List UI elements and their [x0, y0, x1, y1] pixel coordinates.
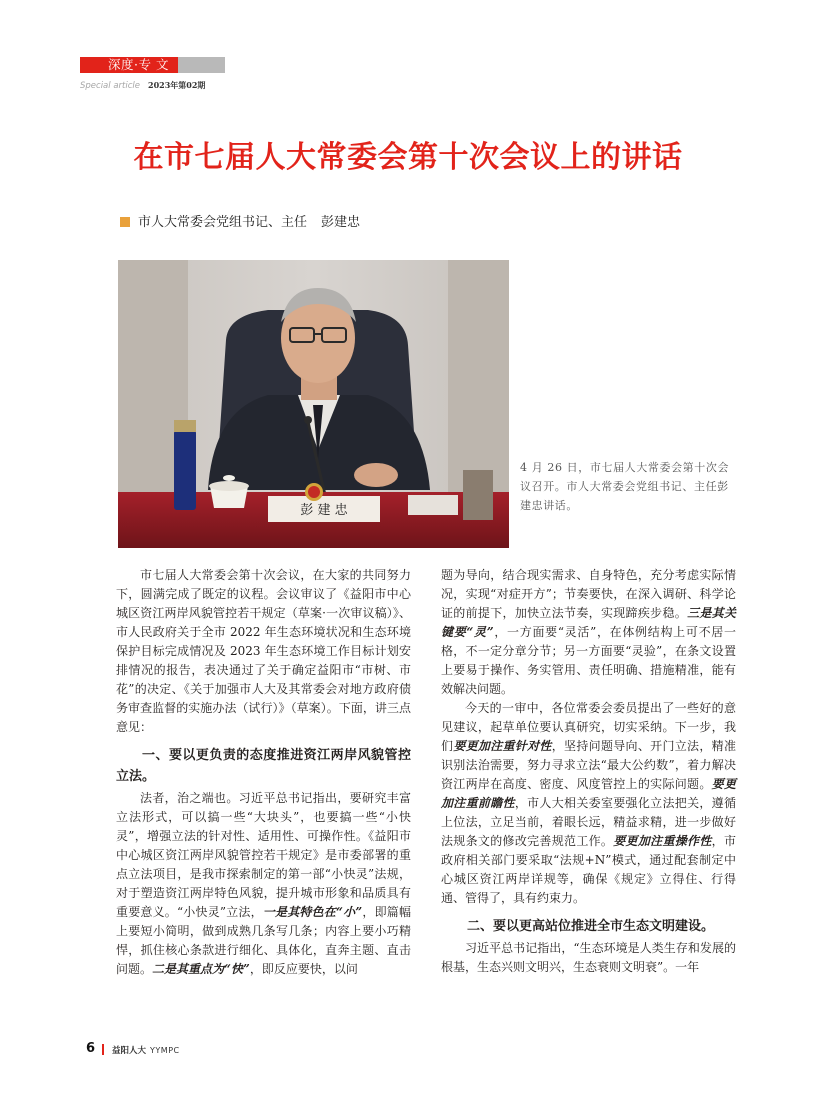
byline-square-icon	[120, 217, 130, 227]
s1-p2-emphasis-3: 要更加注重操作性	[613, 834, 712, 848]
s1-p2-emphasis-1: 要更加注重针对性	[453, 739, 552, 753]
s1-p1-cont-text-b: ，一方面要“灵活”，在体例结构上可不居一格，不一定分章分节；另一方面要“灵验”，在条文设置上要易于操作、务实管用、责任明确、措施精准，能有效解决问题。	[441, 625, 736, 696]
s1-p2-text-d: ，市政府相关部门要采取“法规+N”模式，通过配套制定中心城区资江两岸详规等，确保《规定》立得住、行得通、管得了，具有约束力。	[441, 834, 736, 905]
s1-p1-emphasis-2: 二是其重点为“快”	[152, 962, 250, 976]
body-column-right	[441, 566, 736, 977]
section-label: 深度·专 文	[108, 57, 169, 72]
body-column-left	[116, 566, 411, 979]
s1-p2-text-b: ，坚持问题导向、开门立法，精准识别法治需要，努力寻求立法“最大公约数”，着力解决资江两岸在高度、密度、风度管控上的实际问题。	[441, 739, 736, 791]
magazine-title: 益阳人大	[112, 1046, 147, 1056]
speaker-photo	[118, 260, 509, 548]
s1-p2-emphasis-2: 要更加注重前瞻性	[441, 777, 736, 810]
section2-paragraph1: 习近平总书记指出，“生态环境是人类生存和发展的根基，生态兴则文明兴，生态衰则文明衰”。一年	[441, 941, 736, 974]
s1-p1-text-a: 法者，治之端也。习近平总书记指出，要研究丰富立法形式，可以搞一些“大块头”，也要搞一些“小快灵”，增强立法的针对性、适用性、可操作性。《益阳市中心城区资江两岸风貌管控若干规定》是市委部署的重点立法项目，是我市探索制定的第一部“小快灵”法规，对于塑造资江两岸特色风貌，提升城市形象和品质具有重要意义。“小快灵”立法，	[116, 791, 411, 919]
speaker-photo-illustration	[118, 260, 509, 548]
magazine-code: YYMPC	[150, 1046, 180, 1055]
section1-paragraph1	[116, 789, 411, 979]
section1-paragraph2	[441, 699, 736, 908]
section1-paragraph1-continued	[441, 566, 736, 699]
byline	[120, 215, 360, 231]
s1-p1-cont-text-a: 题为导向，结合现实需求、自身特色，充分考虑实际情况，实现“对症开方”；节奏要快，在深入调研、科学论证的前提下，加快立法节奏，实现蹄疾步稳。	[441, 568, 736, 620]
issue-label: 2023年第02期	[148, 80, 206, 90]
section2-heading: 二、要以更高站位推进全市生态文明建设。	[467, 919, 715, 934]
photo-caption: 4 月 26 日，市七届人大常委会第十次会议召开。市人大常委会党组书记、主任彭建忠讲话。	[520, 461, 730, 512]
intro-paragraph: 市七届人大常委会第十次会议，在大家的共同努力下，圆满完成了既定的议程。会议审议了《益阳市中心城区资江两岸风貌管控若干规定（草案·一次审议稿）》、市人民政府关于全市 2022 年生态环境状况和生态环境保护目标完成情况及 2023 年生态环境工作目标计划安排情况的报告，表决通过了关于确定益阳市“市树、市花”的决定、《关于加强市人大及其常委会对地方政府债务审查监督的实施办法（试行）》（草案）。下面，讲三点意见：	[116, 568, 411, 734]
magazine-name	[112, 1044, 180, 1056]
s1-p2-text-c: ，市人大相关委室要强化立法把关，遵循上位法，立足当前，着眼长远，精益求精，进一步做好法规条文的修改完善规范工作。	[441, 796, 736, 848]
footer-divider	[102, 1044, 104, 1055]
page-number: 6	[86, 1041, 96, 1056]
nameplate-text: 彭 建 忠	[300, 503, 348, 518]
section-subline	[80, 80, 205, 91]
s1-p1-emphasis-1: 一是其特色在“小”	[262, 905, 363, 919]
author-role: 市人大常委会党组书记、主任	[138, 215, 308, 230]
article-title: 在市七届人大常委会第十次会议上的讲话	[133, 140, 683, 175]
section-label-en: Special article	[80, 81, 140, 91]
s1-p1-emphasis-3: 三是其关键要“灵”	[441, 606, 736, 639]
author-name: 彭建忠	[321, 215, 361, 230]
s1-p2-text-a: 今天的一审中，各位常委会委员提出了一些好的意见建议，起草单位要认真研究，切实采纳。下一步，我们	[441, 701, 736, 753]
section-header-gray	[178, 57, 225, 73]
s1-p1-text-c: ，即反应要快，以问	[249, 962, 358, 976]
section1-heading: 一、要以更负责的态度推进资江两岸风貌管控立法。	[116, 748, 411, 784]
s1-p1-text-b: ，即篇幅上要短小简明，做到成熟几条写几条；内容上要小巧精悍，抓住核心条款进行细化、具体化，直奔主题、直击问题。	[116, 905, 411, 976]
